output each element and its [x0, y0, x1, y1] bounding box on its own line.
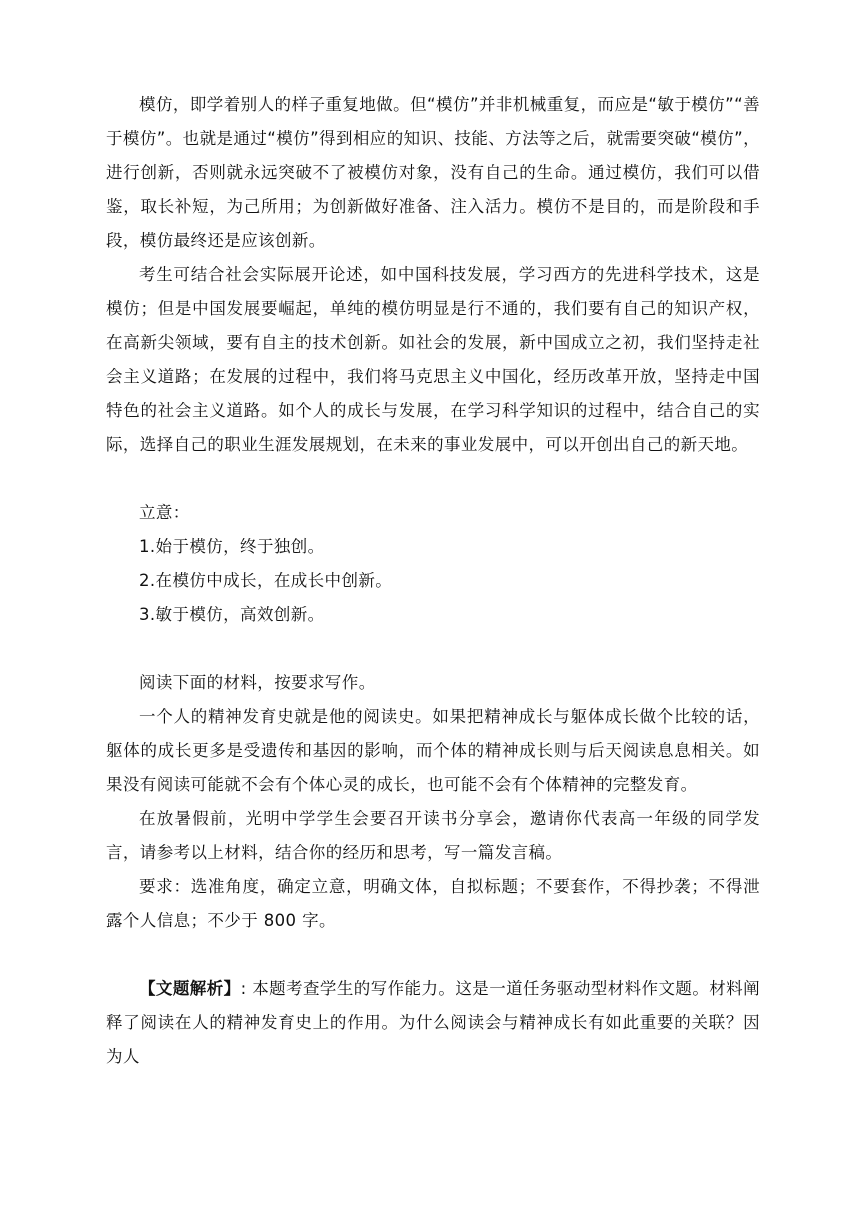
- argument-guidance-paragraph: 考生可结合社会实际展开论述，如中国科技发展，学习西方的先进科学技术，这是模仿；但是中国发展要崛起，单纯的模仿明显是行不通的，我们要有自己的知识产权，在高新尖领域，要有自主的技术创新。如社会的发展，新中国成立之初，我们坚持走社会主义道路；在发展的过程中，我们将马克思主义中国化，经历改革开放，坚持走中国特色的社会主义道路。如个人的成长与发展，在学习科学知识的过程中，结合自己的实际，选择自己的职业生涯发展规划，在未来的事业发展中，可以开创出自己的新天地。: [106, 265, 760, 454]
- writing-requirement-paragraph: 要求：选准角度，确定立意，明确文体，自拟标题；不要套作，不得抄袭；不得泄露个人信息；不少于 800 字。: [106, 877, 760, 930]
- liyi-item-3: 3.敏于模仿，高效创新。: [139, 605, 325, 624]
- writing-instruction: 阅读下面的材料，按要求写作。: [139, 673, 376, 692]
- spacer: [106, 632, 760, 666]
- liyi-heading: 立意：: [139, 503, 190, 522]
- liyi-item-1: 1.始于模仿，终于独创。: [139, 537, 325, 556]
- reading-material-paragraph: 一个人的精神发育史就是他的阅读史。如果把精神成长与躯体成长做个比较的话，躯体的成长更多是受遗传和基因的影响，而个体的精神成长则与后天阅读息息相关。如果没有阅读可能就不会有个体心灵的成长，也可能不会有个体精神的完整发育。: [106, 707, 760, 794]
- spacer: [106, 938, 760, 972]
- analysis-paragraph: [106, 972, 760, 1074]
- imitation-explanation-paragraph: 模仿，即学着别人的样子重复地做。但“模仿”并非机械重复，而应是“敏于模仿”“善于模仿”。也就是通过“模仿”得到相应的知识、技能、方法等之后，就需要突破“模仿”，进行创新，否则就永远突破不了被模仿对象，没有自己的生命。通过模仿，我们可以借鉴，取长补短，为己所用；为创新做好准备、注入活力。模仿不是目的，而是阶段和手段，模仿最终还是应该创新。: [106, 95, 760, 250]
- analysis-label: 【文题解析】: [139, 979, 241, 998]
- spacer: [106, 462, 760, 496]
- liyi-item-2: 2.在模仿中成长，在成长中创新。: [139, 571, 393, 590]
- analysis-text: : 本题考查学生的写作能力。这是一道任务驱动型材料作文题。材料阐释了阅读在人的精神发育史上的作用。为什么阅读会与精神成长有如此重要的关联？因为人: [106, 979, 761, 1066]
- document-page: [106, 88, 760, 1074]
- writing-task-paragraph: 在放暑假前，光明中学学生会要召开读书分享会，邀请你代表高一年级的同学发言，请参考以上材料，结合你的经历和思考，写一篇发言稿。: [106, 809, 760, 862]
